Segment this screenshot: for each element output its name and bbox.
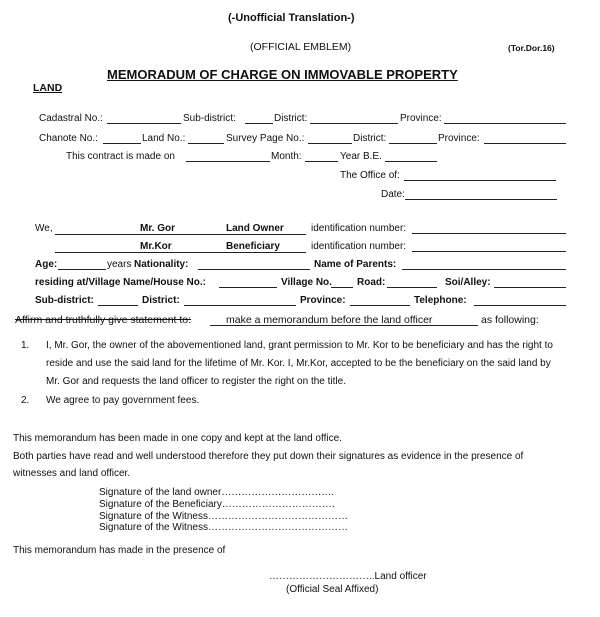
district-label: District: [274,113,308,124]
party2-id-label: identification number: [311,241,407,252]
section-land: LAND [33,82,63,94]
name-of-parents-field[interactable] [402,269,566,270]
sub-district-field-2[interactable] [98,305,138,306]
road-label: Road: [357,277,386,288]
closing-line-1: This memorandum has been made in one copy and kept at the land office. [13,433,342,444]
district-field-2[interactable] [389,143,437,144]
affirm-struck-text: Affirm and truthfully give statement to: [15,314,192,326]
signature-beneficiary: Signature of the Beneficiary……………………………. [99,499,335,510]
survey-page-no-field[interactable] [308,143,352,144]
official-seal-note: (Official Seal Affixed) [286,584,379,595]
form-code: (Tor.Dor.16) [508,43,555,53]
province-field[interactable] [444,123,566,124]
land-no-label: Land No.: [142,133,186,144]
year-be-label: Year B.E. [340,151,382,162]
age-field[interactable] [58,269,106,270]
date-label: Date: [381,189,405,200]
nationality-label: Nationality: [134,259,189,270]
official-emblem-text: (OFFICIAL EMBLEM) [250,41,352,53]
closing-line-2: Both parties have read and well understood therefore they put down their signatures as evidence in the presence of [13,451,524,462]
party1-id-label: identification number: [311,223,407,234]
signature-land-owner: Signature of the land owner……………………………. [99,487,335,498]
clause-number: 2. [21,395,30,406]
telephone-field[interactable] [474,305,566,306]
affirm-underline [210,325,478,326]
office-of-field[interactable] [404,180,556,181]
sub-district-label: Sub-district: [183,113,236,124]
we-label: We, [35,223,53,234]
nationality-field[interactable] [198,269,310,270]
translation-note: (-Unofficial Translation-) [228,12,355,24]
document-title: MEMORADUM OF CHARGE ON IMMOVABLE PROPERTY [107,67,458,82]
village-no-label: Village No. [281,277,332,288]
road-field[interactable] [387,287,437,288]
office-of-label: The Office of: [340,170,400,181]
province-label-2: Province: [438,133,480,144]
district-field-3[interactable] [184,305,296,306]
district-label-2: District: [353,133,387,144]
month-label: Month: [271,151,302,162]
land-no-field[interactable] [188,143,224,144]
survey-page-no-label: Survey Page No.: [226,133,305,144]
date-field[interactable] [405,199,557,200]
clause-line: reside and use the said land for the lifetime of Mr. Kor. I, Mr.Kor, accepted to be the beneficiary on the said land by [46,358,551,369]
sub-district-label-2: Sub-district: [35,295,94,306]
affirm-filled-text: make a memorandum before the land officer [226,314,433,326]
sub-district-field[interactable] [245,123,273,124]
affirm-tail: as following: [481,314,539,326]
contract-made-on-label: This contract is made on [66,151,175,162]
province-field-3[interactable] [350,305,410,306]
clause-line: I, Mr. Gor, the owner of the abovementioned land, grant permission to Mr. Kor to be beneficiary and has the right to [46,340,553,351]
district-label-3: District: [142,295,180,306]
province-label: Province: [400,113,442,124]
year-be-field[interactable] [385,161,437,162]
clause-number: 1. [21,340,30,351]
chanote-no-field[interactable] [103,143,141,144]
clause-line: We agree to pay government fees. [46,395,200,406]
contract-day-field[interactable] [186,161,270,162]
closing-line-3: witnesses and land officer. [13,468,131,479]
soi-alley-label: Soi/Alley: [445,277,491,288]
village-no-field[interactable] [331,287,353,288]
party1-name: Mr. Gor [140,223,176,234]
province-label-3: Province: [300,295,346,306]
residing-label: residing at/Village Name/House No.: [35,277,206,288]
land-officer-signature: …………………………..Land officer [269,571,427,582]
party2-underline [55,252,306,253]
party1-id-field[interactable] [412,233,566,234]
signature-witness-2: Signature of the Witness…………………………………… [99,522,348,533]
residing-field[interactable] [219,287,277,288]
month-field[interactable] [305,161,338,162]
cadastral-no-field[interactable] [107,123,181,124]
party2-name: Mr.Kor [140,241,172,252]
cadastral-no-label: Cadastral No.: [39,113,103,124]
age-label: Age: [35,259,58,270]
name-of-parents-label: Name of Parents: [314,259,397,270]
signature-witness-1: Signature of the Witness…………………………………… [99,511,348,522]
years-label: years [107,259,132,270]
soi-alley-field[interactable] [494,287,566,288]
presence-text: This memorandum has made in the presence of [13,545,226,556]
party1-underline [55,234,306,235]
party2-id-field[interactable] [412,251,566,252]
telephone-label: Telephone: [414,295,467,306]
clause-line: Mr. Gor and requests the land officer to register the right on the title. [46,376,346,387]
province-field-2[interactable] [484,143,566,144]
party1-role: Land Owner [226,223,284,234]
district-field[interactable] [310,123,398,124]
party2-role: Beneficiary [226,241,280,252]
chanote-no-label: Chanote No.: [39,133,98,144]
